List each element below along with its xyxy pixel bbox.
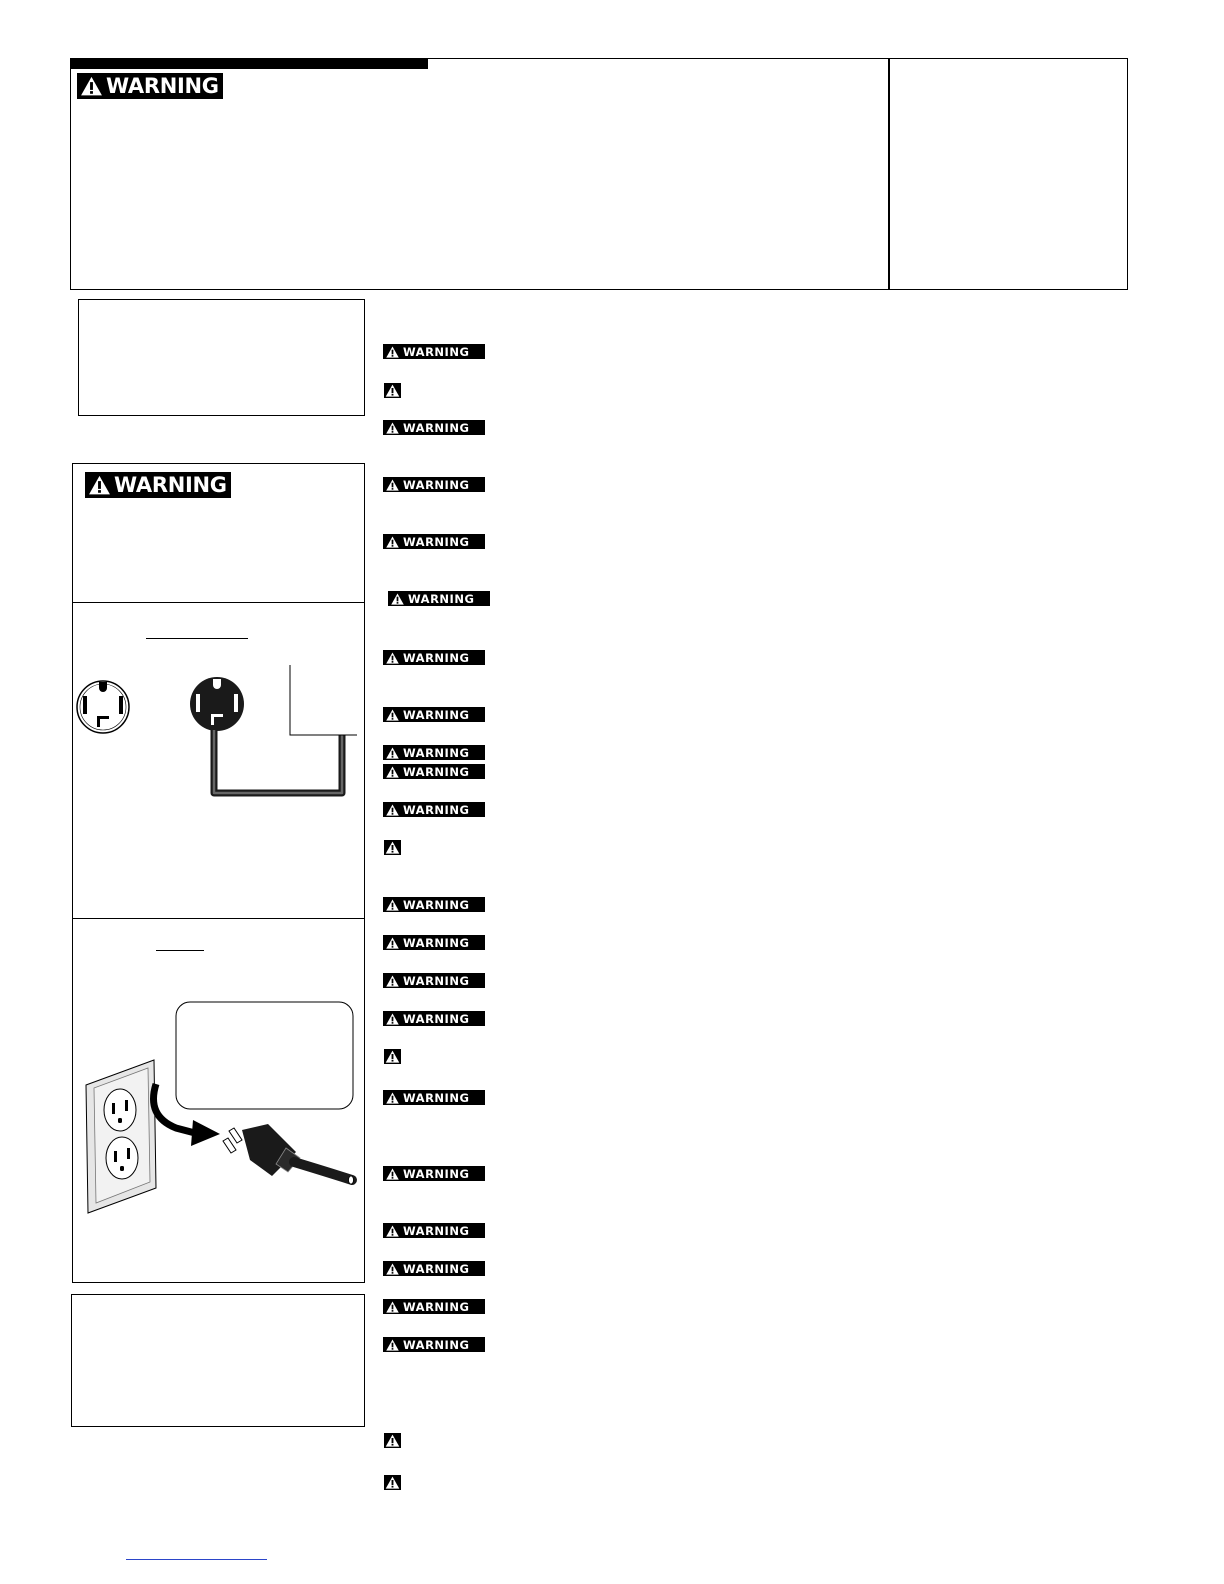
warning-badge: WARNING [383, 1166, 485, 1181]
alert-icon [384, 383, 401, 398]
top-warning-label: WARNING [77, 73, 223, 99]
warning-badge: WARNING [383, 935, 485, 950]
warning-icon [385, 747, 400, 759]
warning-badge: WARNING [383, 802, 485, 817]
alert-icon [384, 1049, 401, 1064]
warning-badge: WARNING [383, 1337, 485, 1352]
alert-icon [384, 1475, 401, 1490]
top-panel-divider [888, 58, 890, 290]
warning-badge: WARNING [383, 650, 485, 665]
warning-icon [385, 804, 400, 816]
warning-icon [385, 1092, 400, 1104]
footer-link-underline[interactable] [126, 1559, 267, 1560]
warning-badge: WARNING [383, 1223, 485, 1238]
warning-icon [390, 593, 405, 605]
warning-icon [385, 937, 400, 949]
warning-icon [385, 975, 400, 987]
wall-outlet-grounding-illustration [72, 1000, 365, 1220]
warning-icon [385, 652, 400, 664]
warning-icon [385, 1225, 400, 1237]
warning-icon [385, 899, 400, 911]
warning-badge: WARNING [383, 1299, 485, 1314]
warning-icon [385, 1168, 400, 1180]
warning-icon [385, 1339, 400, 1351]
box-divider-1 [72, 602, 365, 603]
alert-icon [384, 1433, 401, 1448]
warning-badge: WARNING [383, 973, 485, 988]
warning-icon [385, 766, 400, 778]
top-panel-header-bar [70, 58, 428, 69]
warning-badge: WARNING [383, 1011, 485, 1026]
warning-badge: WARNING [383, 534, 485, 549]
warning-icon [385, 479, 400, 491]
warning-icon [88, 475, 111, 495]
warning-icon [385, 709, 400, 721]
warning-icon [385, 1013, 400, 1025]
box-divider-2 [72, 918, 365, 919]
warning-badge: WARNING [383, 420, 485, 435]
warning-icon [385, 1301, 400, 1313]
warning-icon [385, 422, 400, 434]
warning-icon [385, 1263, 400, 1275]
alert-icon [384, 840, 401, 855]
warning-icon [80, 76, 103, 96]
heading-underline [156, 950, 204, 951]
warning-badge: WARNING [383, 764, 485, 779]
four-prong-receptacle-diagram [72, 660, 365, 805]
note-box-top [78, 299, 365, 416]
warning-badge: WARNING [388, 591, 490, 606]
warning-badge: WARNING [383, 1090, 485, 1105]
warning-badge: WARNING [383, 745, 485, 760]
warning-badge: WARNING [383, 707, 485, 722]
warning-badge: WARNING [383, 1261, 485, 1276]
sidebar-warning-label: WARNING [85, 472, 231, 498]
warning-badge: WARNING [383, 344, 485, 359]
heading-underline [146, 638, 248, 639]
top-warning-panel [70, 58, 1128, 290]
warning-icon [385, 346, 400, 358]
warning-badge: WARNING [383, 477, 485, 492]
warning-badge: WARNING [383, 897, 485, 912]
note-box-bottom [71, 1294, 365, 1427]
warning-icon [385, 536, 400, 548]
